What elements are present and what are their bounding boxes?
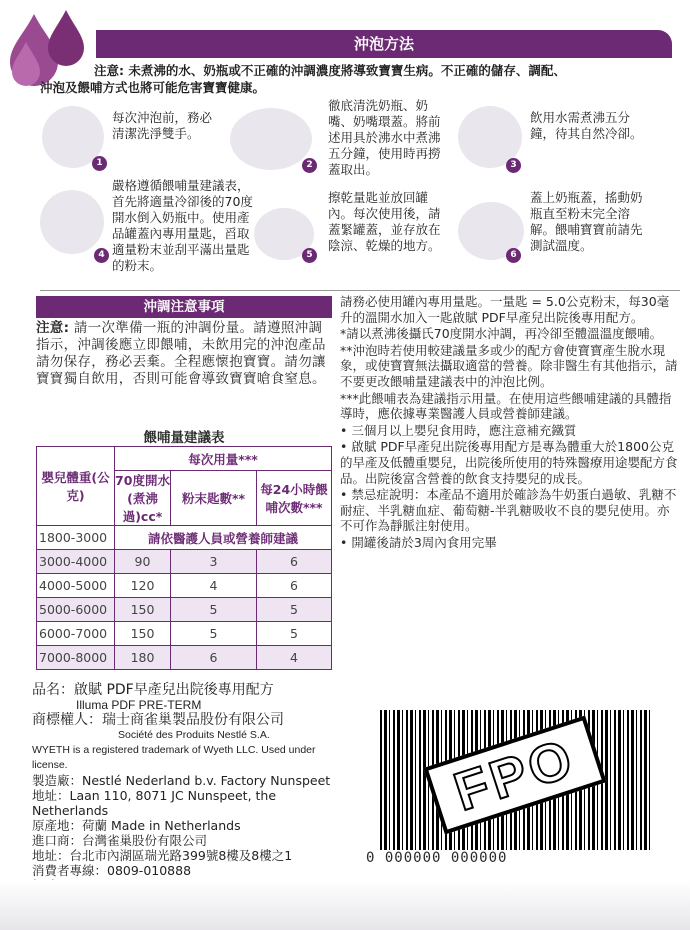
consumer-hotline: 消費者專線：0809-010888 (32, 863, 192, 878)
product-name: 品名：啟賦 PDF早產兒出院後專用配方 (32, 682, 274, 698)
prep-header-bar (96, 30, 672, 58)
table-row (37, 598, 332, 622)
trademark-owner: 商標權人：瑞士商雀巢製品股份有限公司 (32, 712, 284, 728)
weight-cell: 1800-3000 (37, 526, 115, 550)
step-3-text: 飲用水需煮沸五分鐘，待其自然冷卻。 (530, 110, 643, 141)
weight-cell: 6000-7000 (37, 622, 115, 646)
step-2-text: 徹底清洗奶瓶、奶嘴、奶嘴環蓋。將前述用具於沸水中煮沸五分鐘，使用時再撈蓋取出。 (328, 98, 441, 177)
trademark-notice: WYETH is a registered trademark of Wyeth LLC. Used under license. (32, 744, 316, 771)
scoops-cell: 6 (171, 646, 257, 670)
feeds-cell: 5 (257, 622, 332, 646)
manufacturer: 製造廠：Nestlé Nederland b.v. Factory Nunspeet (32, 773, 331, 788)
water-cell: 90 (115, 550, 171, 574)
fpo-stamp: FPO (423, 715, 606, 834)
notes-column (340, 294, 678, 552)
table-row (37, 550, 332, 574)
col-scoops-header: 粉末匙數** (171, 471, 257, 526)
water-cell: 150 (115, 622, 171, 646)
product-name-en: Illuma PDF PRE-TERM (76, 698, 202, 712)
pour-water-illustration (40, 190, 104, 254)
tips-label: 注意: (36, 320, 70, 336)
weight-cell: 4000-5000 (37, 574, 115, 598)
water-cell: 180 (115, 646, 171, 670)
barcode-digits: 0 000000 000000 (366, 850, 508, 866)
scoops-cell: 5 (171, 622, 257, 646)
col-weight-header: 嬰兒體重(公克) (37, 447, 115, 526)
group-header: 每次用量*** (115, 447, 332, 471)
prep-title: 沖泡方法 (353, 35, 414, 53)
section-divider (40, 290, 680, 291)
special-note-cell: 請依醫護人員或營養師建議 (115, 526, 332, 550)
note-scoop: 請務必使用罐內專用量匙。一量匙 = 5.0公克粉末，每30毫升的溫開水加入一匙啟賦 PDF早產兒出院後專用配方。 (340, 294, 670, 325)
note-guideline: ***此餵哺表為建議指示用量。在使用這些餵哺建議的具體指導時，應依據專業醫護人員或營養師建議。 (340, 390, 672, 422)
warning-line-1: 注意: 未煮沸的水、奶瓶或不正確的沖調濃度將導致寶寶生病。不正確的儲存、調配、 (94, 63, 566, 78)
manufacturer-address: 地址：Laan 110, 8071 JC Nunspeet, the Netherlands (32, 788, 277, 818)
footer-gradient (0, 880, 690, 930)
warning-line-2: 沖泡及餵哺方式也將可能危害寶寶健康。 (40, 80, 266, 95)
origin: 原產地：荷蘭 Made in Netherlands (32, 818, 241, 833)
table-row (37, 574, 332, 598)
table-row (37, 526, 332, 550)
weight-cell: 7000-8000 (37, 646, 115, 670)
bullet-storage: • 開罐後請於3周內食用完畢 (340, 534, 497, 550)
scoops-cell: 3 (171, 550, 257, 574)
scoops-cell: 5 (171, 598, 257, 622)
note-water-temp: *請以煮沸後攝氏70度開水沖調，再冷卻至體溫溫度餵哺。 (340, 326, 663, 342)
step-6-badge: 6 (506, 248, 521, 263)
bullet-iron: • 三個月以上嬰兒食用時，應注意補充鐵質 (340, 422, 577, 438)
step-5-badge: 5 (302, 248, 317, 263)
step-3-badge: 3 (506, 158, 521, 173)
bullet-purpose: • 啟賦 PDF早產兒出院後專用配方是專為體重大於1800公克的早產及低體重嬰兒，出院後所使用的特殊醫療用途嬰配方食品。出院後富含營養的飲食支持嬰兒的成長。 (340, 439, 678, 486)
note-ratio: **沖泡時若使用較建議量多或少的配方會使寶寶產生脫水現象，或使寶寶無法攝取適當的營養。除非醫生有其他指示，請不要更改餵哺量建議表中的沖泡比例。 (340, 342, 678, 389)
step-5-text: 擦乾量匙並放回罐內。每次使用後，請蓋緊罐蓋，並存放在陰涼、乾燥的地方。 (328, 190, 441, 253)
step-1-text: 每次沖泡前，務必清潔洗淨雙手。 (112, 110, 213, 141)
barcode (360, 700, 670, 870)
feeds-cell: 4 (257, 646, 332, 670)
col-feeds-header: 每24小時餵哺次數*** (257, 471, 332, 526)
weight-cell: 5000-6000 (37, 598, 115, 622)
water-cell: 150 (115, 598, 171, 622)
table-row (37, 646, 332, 670)
feeding-table-title: 餵哺量建議表 (143, 430, 225, 446)
importer-address: 地址：台北市內湖區瑞光路399號8樓及8樓之1 (32, 848, 293, 863)
feeds-cell: 6 (257, 550, 332, 574)
steps-area (40, 98, 680, 288)
step-4-badge: 4 (94, 248, 109, 263)
tips-text (36, 320, 336, 388)
bottle-boil-illustration (230, 108, 312, 170)
importer: 進口商：台灣雀巢股份有限公司 (32, 833, 208, 848)
trademark-owner-en: Société des Produits Nestlé S.A. (118, 729, 270, 741)
step-4-text: 嚴格遵循餵哺量建議表，首先將適量冷卻後的70度開水倒入奶瓶中。使用產品罐蓋內專用量匙，舀取適量粉末並刮平滿出量匙的粉末。 (112, 178, 253, 273)
weight-cell: 3000-4000 (37, 550, 115, 574)
step-2-badge: 2 (302, 158, 317, 173)
warning-text (40, 62, 680, 96)
col-water-header: 70度開水(煮沸過)cc* (115, 471, 171, 526)
bullet-contraindication: • 禁忌症說明：本產品不適用於確診為牛奶蛋白過敏、乳糖不耐症、半乳糖血症、葡萄糖-半乳糖吸收不良的嬰兒使用。亦不可作為靜脈注射使用。 (340, 487, 677, 534)
step-1-badge: 1 (92, 156, 107, 171)
table-row (37, 622, 332, 646)
feeds-cell: 5 (257, 598, 332, 622)
water-cell: 120 (115, 574, 171, 598)
scoops-cell: 4 (171, 574, 257, 598)
feeds-cell: 6 (257, 574, 332, 598)
feeding-table (36, 446, 332, 670)
step-6-text: 蓋上奶瓶蓋，搖動奶瓶直至粉末完全溶解。餵哺寶寶前請先測試溫度。 (530, 190, 643, 253)
tips-body: 請一次準備一瓶的沖調份量。請遵照沖調指示，沖調後應立即餵哺，未飲用完的沖泡產品請勿保存，務必丟棄。全程應懷抱寶寶。請勿讓寶寶獨自飲用，否則可能會導致寶寶嗆食窒息。 (36, 320, 326, 387)
tips-heading: 沖調注意事項 (36, 296, 332, 318)
product-info (32, 683, 352, 908)
